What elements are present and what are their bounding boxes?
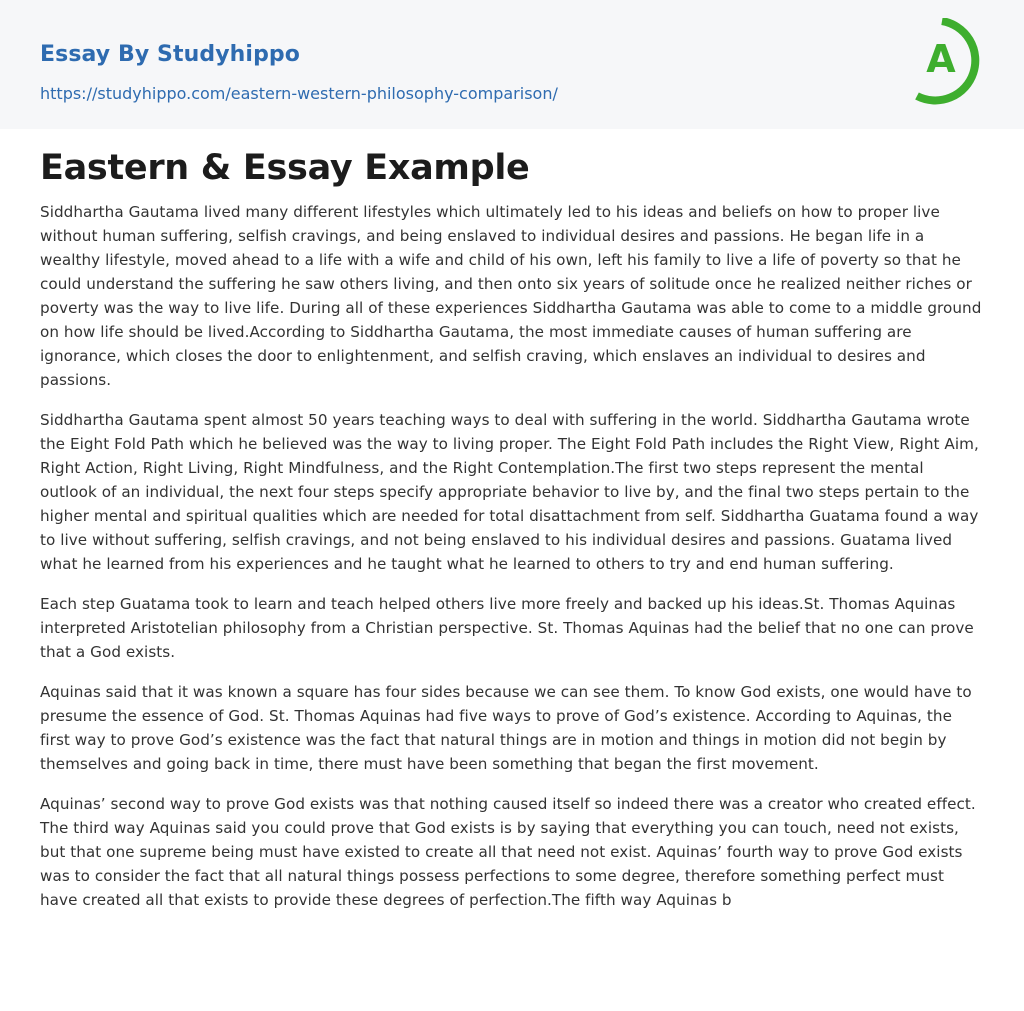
- article-paragraph: Aquinas said that it was known a square has four sides because we can see them. To know God exists, one would have to presume the essence of God. St. Thomas Aquinas had five ways to prove of God’s existence. According to Aquinas, the first way to prove God’s existence was the fact that natural things are in motion and things in motion did not begin by themselves and going back in time, there must have been something that began the first movement.: [40, 683, 972, 773]
- article-title: Eastern & Essay Example: [40, 148, 530, 188]
- brand-title[interactable]: Essay By Studyhippo: [40, 42, 300, 67]
- source-url-link[interactable]: https://studyhippo.com/eastern-western-philosophy-comparison/: [40, 84, 558, 103]
- page-header: [0, 0, 1024, 129]
- article-paragraph: Siddhartha Gautama lived many different lifestyles which ultimately led to his ideas and beliefs on how to proper live without human suffering, selfish cravings, and being enslaved to individual desires and passions. He began life in a wealthy lifestyle, moved ahead to a life with a wife and child of his own, left his family to live a life of poverty so that he could understand the suffering he saw others living, and then onto six years of solitude once he realized neither riches or poverty was the way to live life. During all of these experiences Siddhartha Gautama was able to come to a middle ground on how life should be lived.According to Siddhartha Gautama, the most immediate causes of human suffering are ignorance, which closes the door to enlightenment, and selfish craving, which enslaves an individual to desires and passions.: [40, 203, 982, 389]
- article-paragraph: Each step Guatama took to learn and teach helped others live more freely and backed up his ideas.St. Thomas Aquinas interpreted Aristotelian philosophy from a Christian perspective. St. Thomas Aquinas had the belief that no one can prove that a God exists.: [40, 595, 974, 661]
- article: [40, 146, 984, 928]
- logo-letter: A: [926, 37, 956, 81]
- article-paragraph: Aquinas’ second way to prove God exists was that nothing caused itself so indeed there was a creator who created effect. The third way Aquinas said you could prove that God exists is by saying that everything you can touch, need not exists, but that one supreme being must have existed to create all that need not exist. Aquinas’ fourth way to prove God exists was to consider the fact that all natural things possess perfections to some degree, therefore something perfect must have created all that exists to provide these degrees of perfection.The fifth way Aquinas b: [40, 795, 976, 909]
- article-paragraph: Siddhartha Gautama spent almost 50 years teaching ways to deal with suffering in the world. Siddhartha Gautama wrote the Eight Fold Path which he believed was the way to living proper. The Eight Fold Path includes the Right View, Right Aim, Right Action, Right Living, Right Mindfulness, and the Right Contemplation.The first two steps represent the mental outlook of an individual, the next four steps specify appropriate behavior to live by, and the final two steps pertain to the higher mental and spiritual qualities which are needed for total disattachment from self. Siddhartha Guatama found a way to live without suffering, selfish cravings, and not being enslaved to his individual desires and passions. Guatama lived what he learned from his experiences and he taught what he learned to others to try and end human suffering.: [40, 411, 979, 573]
- studyhippo-logo[interactable]: [911, 18, 987, 106]
